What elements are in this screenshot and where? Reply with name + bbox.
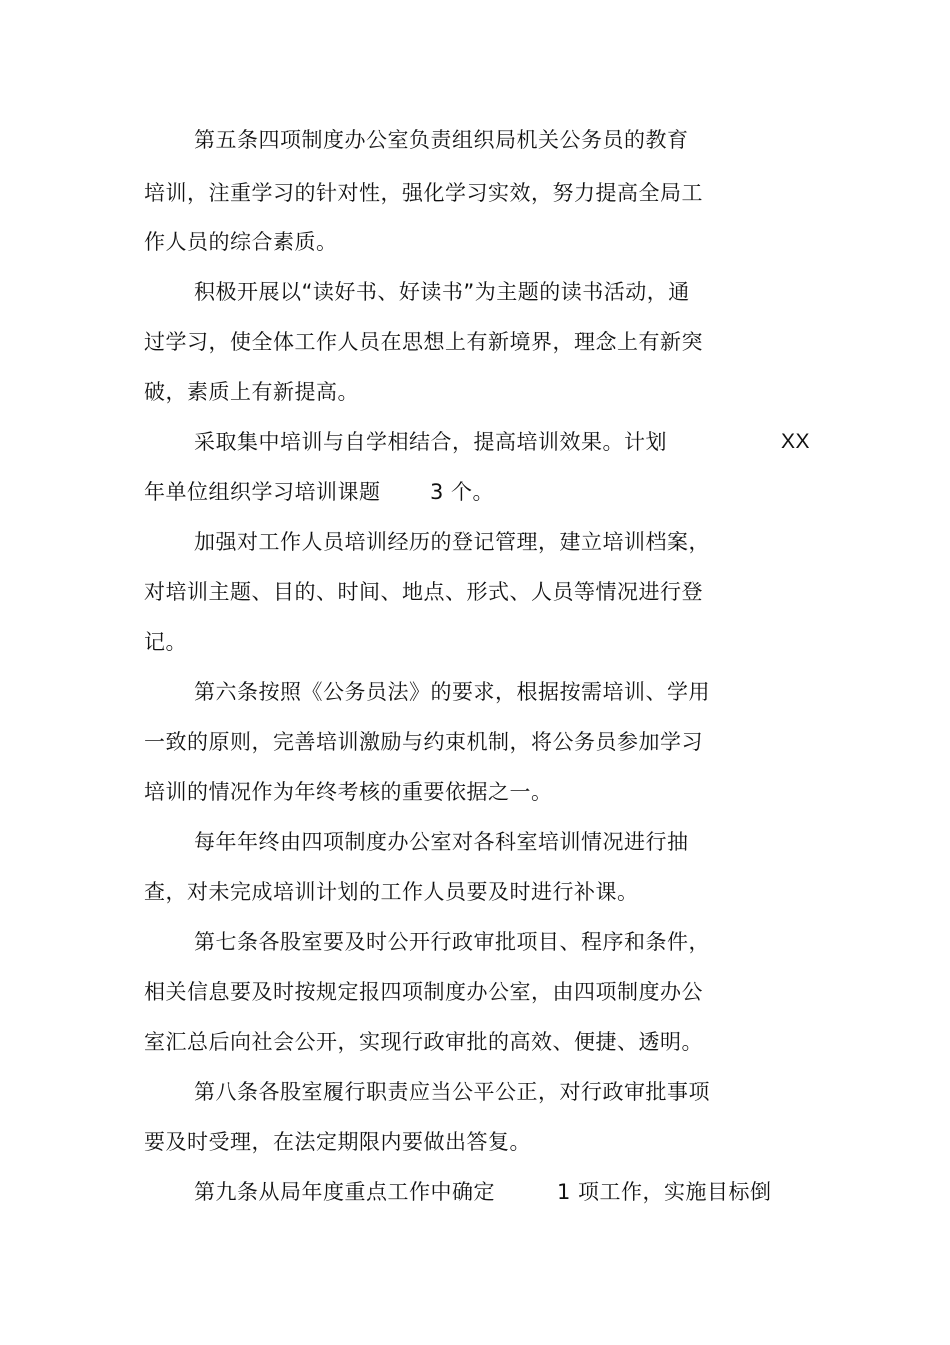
text-line: 第七条各股室要及时公开行政审批项目、程序和条件， xyxy=(194,930,710,954)
text-line: 过学习，使全体工作人员在思想上有新境界，理念上有新突 xyxy=(144,330,703,354)
text-line: 要及时受理，在法定期限内要做出答复。 xyxy=(144,1130,531,1154)
text-line: 第八条各股室履行职责应当公平公正，对行政审批事项 xyxy=(194,1080,710,1104)
text-fragment-xx: XX xyxy=(781,430,811,453)
text-line: 一致的原则，完善培训激励与约束机制，将公务员参加学习 xyxy=(144,730,703,754)
text-line: 每年年终由四项制度办公室对各科室培训情况进行抽 xyxy=(194,830,689,854)
text-line: 作人员的综合素质。 xyxy=(144,230,338,254)
text-line: 第六条按照《公务员法》的要求，根据按需培训、学用 xyxy=(194,680,710,704)
text-line: 查，对未完成培训计划的工作人员要及时进行补课。 xyxy=(144,880,639,904)
text-line: 1 项工作，实施目标倒 xyxy=(557,1180,772,1204)
text-line: 采取集中培训与自学相结合，提高培训效果。计划 xyxy=(194,430,667,454)
text-line: 对培训主题、目的、时间、地点、形式、人员等情况进行登 xyxy=(144,580,703,604)
text-fragment-count: 3 个。 xyxy=(430,480,495,504)
text-line: 年单位组织学习培训课题 xyxy=(144,480,381,504)
text-line: 记。 xyxy=(144,630,187,654)
text-line: 培训，注重学习的针对性，强化学习实效，努力提高全局工 xyxy=(144,181,703,205)
text-line: 第五条四项制度办公室负责组织局机关公务员的教育 xyxy=(194,128,689,152)
text-line: 第九条从局年度重点工作中确定 xyxy=(194,1180,495,1204)
text-line: 相关信息要及时按规定报四项制度办公室，由四项制度办公 xyxy=(144,980,703,1004)
text-line: 破，素质上有新提高。 xyxy=(144,380,359,404)
text-line: 室汇总后向社会公开，实现行政审批的高效、便捷、透明。 xyxy=(144,1030,703,1054)
text-line: 培训的情况作为年终考核的重要依据之一。 xyxy=(144,780,553,804)
text-line: 加强对工作人员培训经历的登记管理，建立培训档案， xyxy=(194,530,710,554)
text-line: 积极开展以“读好书、好读书”为主题的读书活动，通 xyxy=(194,280,690,304)
